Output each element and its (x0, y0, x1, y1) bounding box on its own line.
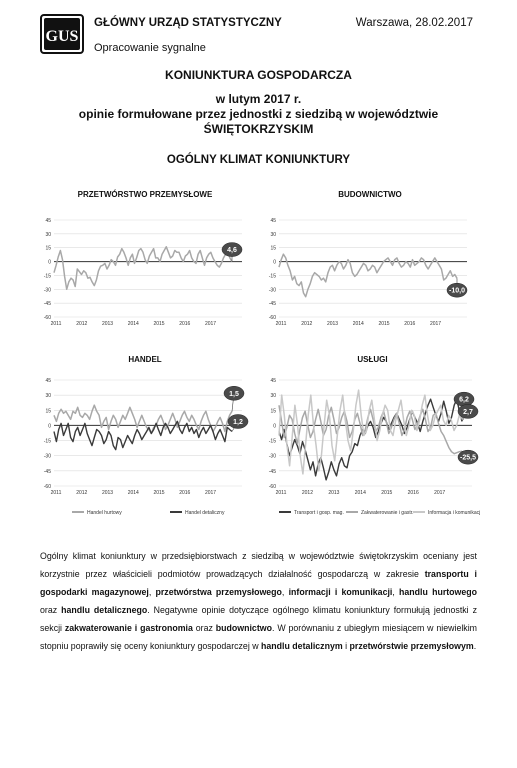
summary-paragraph (40, 547, 477, 655)
y-tick-label: -45 (268, 301, 276, 308)
y-tick-label: 15 (45, 245, 51, 252)
series-line (279, 390, 462, 474)
x-tick-label: 2013 (101, 490, 114, 496)
subtitle-line: opinie formułowane przez jednostki z siedzibą w województwie (78, 107, 439, 121)
x-tick-label: 2014 (127, 490, 139, 496)
x-tick-label: 2012 (76, 321, 88, 327)
chart-trade (40, 350, 250, 520)
callout-value: 6,2 (459, 396, 469, 404)
legend-label: Transport i gosp. mag. (294, 510, 344, 516)
y-tick-label: 30 (270, 231, 276, 238)
y-tick-label: -60 (268, 315, 276, 321)
y-tick-label: 45 (270, 378, 276, 384)
chart-svg (265, 350, 480, 520)
callout-value: 1,5 (229, 390, 239, 398)
paragraph-text: . Negatywne opinie dotyczące ogólnego klimatu koniunktury formułują jednostki z sekcji (40, 605, 477, 633)
chart-manufacturing (40, 185, 250, 335)
x-tick-label: 2016 (404, 321, 416, 327)
x-tick-label: 2011 (275, 321, 287, 327)
y-tick-label: -15 (268, 273, 276, 280)
x-tick-label: 2012 (301, 321, 313, 327)
x-tick-label: 2017 (434, 490, 446, 496)
x-tick-label: 2015 (381, 490, 393, 496)
y-tick-label: 0 (48, 259, 51, 266)
paragraph-text: i (342, 641, 350, 651)
chart-title: PRZETWÓRSTWO PRZEMYSŁOWE (77, 190, 213, 199)
x-tick-label: 2013 (101, 321, 114, 327)
y-tick-label: -45 (268, 468, 276, 475)
y-tick-label: -60 (43, 315, 51, 321)
period-title: w lutym 2017 r. (215, 92, 302, 106)
series-line (54, 405, 232, 433)
chart-title: USŁUGI (357, 355, 388, 364)
callout-value: -25,5 (460, 454, 476, 462)
institution-name: GŁÓWNY URZĄD STATYSTYCZNY (94, 17, 282, 29)
highlighted-term: informacji i komunikacji (288, 587, 393, 597)
x-tick-label: 2017 (429, 321, 442, 327)
y-tick-label: -60 (43, 484, 51, 490)
y-tick-label: -30 (43, 453, 51, 460)
x-tick-label: 2011 (275, 490, 287, 496)
x-tick-label: 2015 (378, 321, 390, 327)
chart-svg (40, 350, 250, 520)
y-tick-label: -15 (268, 438, 276, 445)
highlighted-term: handlu detalicznego (61, 605, 148, 615)
highlighted-term: handlu hurtowego (399, 587, 478, 597)
callout-value: 2,7 (463, 408, 473, 416)
callout-value: -10,0 (449, 287, 465, 295)
y-tick-label: 30 (45, 231, 51, 238)
x-tick-label: 2013 (328, 490, 340, 496)
x-tick-label: 2015 (153, 490, 165, 496)
chart-title: HANDEL (128, 355, 162, 364)
y-tick-label: -60 (268, 484, 276, 490)
paragraph-text: , (148, 587, 156, 597)
y-tick-label: 0 (273, 423, 276, 430)
y-tick-label: 0 (273, 259, 276, 266)
x-tick-label: 2016 (407, 490, 419, 496)
highlighted-term: transportu i gospodarki magazynowej (40, 569, 477, 597)
paragraph-text: . W porównaniu z ubiegłym miesiącem w niewielkim stopniu poprawiły się oceny koniunktury gospodarczej w (40, 623, 477, 651)
highlighted-term: budownictwo (215, 623, 272, 633)
x-tick-label: 2015 (153, 321, 165, 327)
legend-label: Zakwaterowanie i gastr. (361, 510, 414, 516)
chart-construction (265, 185, 475, 335)
chart-svg (265, 185, 475, 335)
paragraph-text: oraz (40, 605, 62, 615)
highlighted-term: handlu detalicznym (261, 641, 343, 651)
y-tick-label: 30 (45, 393, 51, 400)
x-tick-label: 2014 (352, 321, 364, 327)
y-tick-label: 45 (45, 378, 51, 384)
x-tick-label: 2012 (301, 490, 314, 496)
y-tick-label: 15 (270, 408, 276, 415)
gus-logo (40, 14, 84, 54)
svg-text:GUS: GUS (45, 28, 79, 45)
x-tick-label: 2014 (127, 321, 139, 327)
highlighted-term: przetwórstwie przemysłowym (349, 641, 474, 651)
paragraph-text: Ogólny klimat koniunktury w przedsiębiorstwach z siedzibą w województwie świętokrzyskim oceniany jest korzystnie przez właścicieli podmiotów prowadzących działalność gospodarczą w zakresie (40, 551, 477, 579)
chart-services (265, 350, 480, 520)
highlighted-term: przetwórstwa przemysłowego (155, 587, 282, 597)
x-tick-label: 2017 (204, 490, 217, 496)
x-tick-label: 2017 (204, 321, 217, 327)
x-tick-label: 2011 (50, 490, 62, 496)
legend-label: Handel hurtowy (87, 510, 122, 516)
x-tick-label: 2014 (354, 490, 366, 496)
publication-date: Warszawa, 28.02.2017 (355, 17, 473, 29)
y-tick-label: -15 (43, 438, 51, 445)
highlighted-term: zakwaterowanie i gastronomia (64, 623, 193, 633)
y-tick-label: -30 (43, 287, 51, 294)
paragraph-text: , (281, 587, 289, 597)
callout-value: 1,2 (233, 418, 243, 426)
paragraph-text: oraz (192, 623, 216, 633)
legend-label: Handel detaliczny (185, 510, 225, 516)
y-tick-label: 30 (270, 393, 276, 400)
chart-title: BUDOWNICTWO (338, 190, 402, 199)
paragraph-text: , (392, 587, 400, 597)
series-line (54, 247, 232, 289)
region-title: ŚWIĘTOKRZYSKIM (203, 122, 314, 136)
y-tick-label: 45 (270, 218, 276, 224)
x-tick-label: 2016 (179, 321, 191, 327)
x-tick-label: 2016 (179, 490, 191, 496)
main-title: KONIUNKTURA GOSPODARCZA (165, 68, 352, 82)
y-tick-label: 15 (45, 408, 51, 415)
callout-value: 4,6 (227, 247, 237, 255)
paragraph-text: . (473, 641, 477, 651)
y-tick-label: -30 (268, 287, 276, 294)
x-tick-label: 2013 (326, 321, 339, 327)
document-type: Opracowanie sygnalne (94, 42, 206, 54)
y-tick-label: -45 (43, 301, 51, 308)
y-tick-label: 15 (270, 245, 276, 252)
x-tick-label: 2011 (50, 321, 62, 327)
chart-svg (40, 185, 250, 335)
section-title: OGÓLNY KLIMAT KONIUNKTURY (166, 154, 351, 166)
x-tick-label: 2012 (76, 490, 88, 496)
legend-label: Informacja i komunikacja (428, 510, 480, 516)
y-tick-label: -30 (268, 453, 276, 460)
y-tick-label: -15 (43, 273, 51, 280)
y-tick-label: 0 (48, 423, 51, 430)
y-tick-label: 45 (45, 218, 51, 224)
y-tick-label: -45 (43, 468, 51, 475)
